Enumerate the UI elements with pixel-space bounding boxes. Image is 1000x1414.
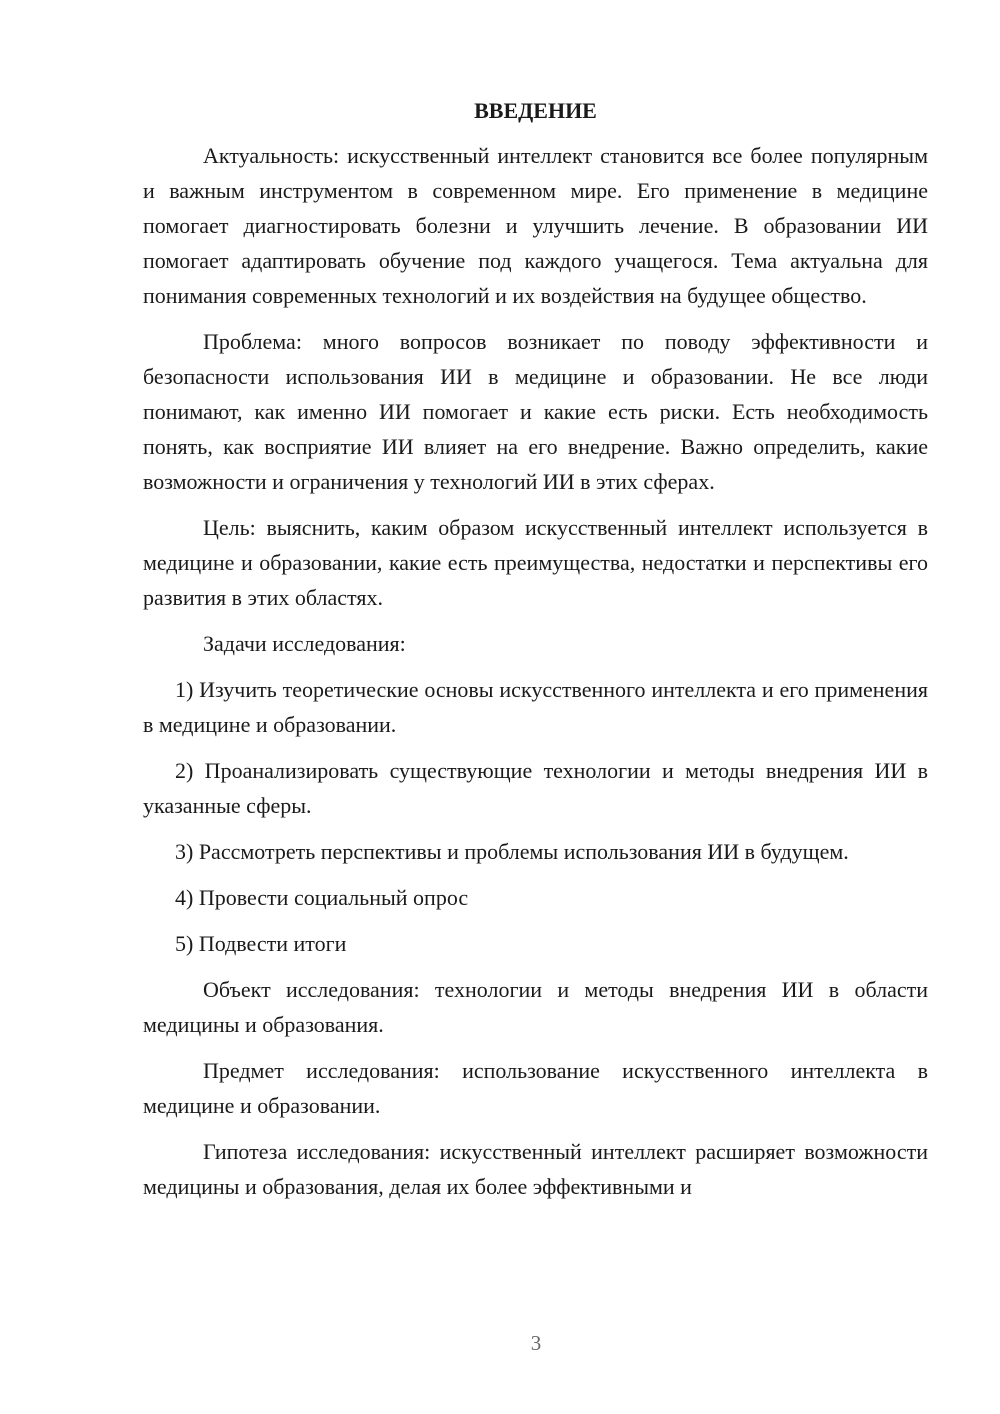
task-item-3: 3) Рассмотреть перспективы и проблемы использования ИИ в будущем. bbox=[175, 839, 849, 864]
task-item-2: 2) Проанализировать существующие технологии и методы внедрения ИИ в указанные сферы. bbox=[143, 758, 928, 818]
task-item-5: 5) Подвести итоги bbox=[175, 931, 347, 956]
page-content bbox=[143, 93, 928, 1215]
paragraph-subject: Предмет исследования: использование искусственного интеллекта в медицине и образовании. bbox=[143, 1058, 928, 1118]
paragraph-hypothesis: Гипотеза исследования: искусственный интеллект расширяет возможности медицины и образования, делая их более эффективными и bbox=[143, 1139, 928, 1199]
section-heading: ВВЕДЕНИЕ bbox=[474, 98, 597, 123]
task-item-4: 4) Провести социальный опрос bbox=[175, 885, 469, 910]
task-item-1: 1) Изучить теоретические основы искусственного интеллекта и его применения в медицине и образовании. bbox=[143, 677, 928, 737]
paragraph-relevance: Актуальность: искусственный интеллект становится все более популярным и важным инструментом в современном мире. Его применение в медицине помогает диагностировать болезни и улучшить лечение. В образовании ИИ помогает адаптировать обучение под каждого учащегося. Тема актуальна для понимания современных технологий и их воздействия на будущее общество. bbox=[143, 143, 928, 308]
paragraph-object: Объект исследования: технологии и методы внедрения ИИ в области медицины и образования. bbox=[143, 977, 928, 1037]
paragraph-tasks-title: Задачи исследования: bbox=[203, 631, 406, 656]
paragraph-problem: Проблема: много вопросов возникает по поводу эффективности и безопасности использования ИИ в медицине и образовании. Не все люди понимают, как именно ИИ помогает и какие есть риски. Есть необходимость понять, как восприятие ИИ влияет на его внедрение. Важно определить, какие возможности и ограничения у технологий ИИ в этих сферах. bbox=[143, 329, 928, 494]
page-number: 3 bbox=[530, 1331, 542, 1355]
paragraph-goal: Цель: выяснить, каким образом искусственный интеллект используется в медицине и образовании, какие есть преимущества, недостатки и перспективы его развития в этих областях. bbox=[143, 515, 928, 610]
